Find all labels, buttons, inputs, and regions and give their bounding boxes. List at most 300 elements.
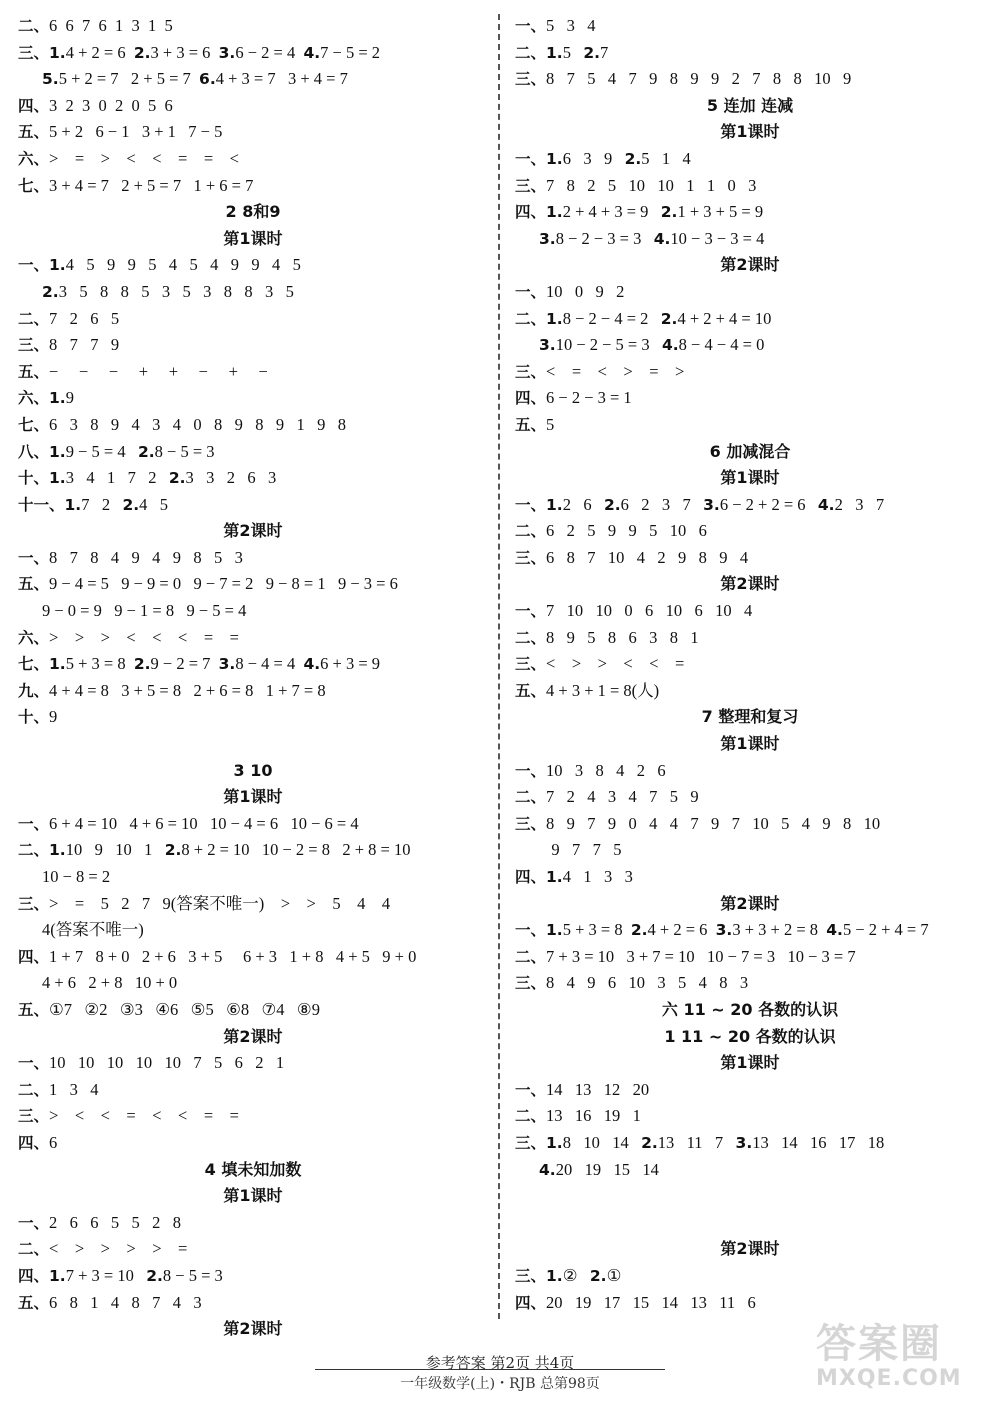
answer-text: 5 3 4 — [546, 16, 596, 35]
answer-line — [18, 1103, 488, 1130]
question-label: 一、 — [515, 149, 547, 168]
question-label: 二、 — [18, 1080, 50, 1099]
answer-text: − − − + + − + − — [49, 361, 268, 381]
answer-text: < > > > > = — [49, 1239, 188, 1259]
answer-line — [515, 146, 985, 173]
sub-question-number: 1. — [49, 469, 66, 488]
question-label: 一、 — [515, 921, 547, 940]
question-label: 二、 — [515, 628, 547, 647]
answer-text: 13 11 7 — [657, 1132, 736, 1152]
sub-question-number: 1. — [546, 921, 563, 940]
answer-text: 4 + 2 = 6 — [647, 920, 716, 940]
sub-question-number: 1. — [49, 841, 66, 860]
sub-question-number: 1. — [49, 442, 66, 461]
question-label: 三、 — [515, 548, 547, 567]
answer-text: 8 − 2 − 4 = 2 — [562, 308, 661, 328]
sub-question-number: 2. — [164, 841, 182, 860]
answer-text: 4 + 3 = 7 3 + 4 = 7 — [215, 69, 348, 89]
answer-line — [18, 598, 488, 625]
sub-question-number: 6. — [199, 70, 216, 89]
question-label: 二、 — [515, 522, 547, 541]
answer-text: 8 − 5 = 3 — [154, 441, 215, 461]
answer-line — [18, 891, 488, 918]
section-heading: 第1课时 — [720, 734, 780, 754]
question-label: 一、 — [18, 814, 50, 833]
answer-line — [18, 837, 488, 864]
question-label: 二、 — [515, 1107, 547, 1126]
question-label: 一、 — [18, 548, 50, 567]
sub-question-number: 3. — [539, 336, 556, 355]
question-label: 五、 — [18, 1000, 50, 1019]
answer-text: 4 + 4 = 8 3 + 5 = 8 2 + 6 = 8 1 + 7 = 8 — [49, 680, 326, 700]
answer-text: 6 — [49, 1132, 58, 1152]
sub-question-number: 3. — [735, 1133, 753, 1152]
sub-question-number: 1. — [546, 309, 563, 328]
answer-text: 6 + 4 = 10 4 + 6 = 10 10 − 4 = 6 10 − 6 = 4 — [49, 813, 359, 833]
question-label: 五、 — [18, 123, 50, 142]
answer-text: 10 − 8 = 2 — [42, 867, 111, 886]
section-heading: 3 10 — [233, 760, 273, 780]
answer-text: 1 + 7 8 + 0 2 + 6 3 + 5 6 + 3 1 + 8 4 + 5 9 + 0 — [49, 946, 417, 966]
page-footer-book: 一年级数学(上)・RJB 总第98页 — [400, 1376, 600, 1392]
answer-text: 3 5 8 8 5 3 5 3 8 8 3 5 — [58, 281, 294, 301]
question-label: 二、 — [515, 309, 547, 328]
question-label: 五、 — [515, 415, 547, 434]
question-label: 一、 — [515, 1080, 547, 1099]
column-divider — [498, 14, 500, 1319]
question-label: 五、 — [515, 681, 547, 700]
sub-question-number: 2. — [122, 495, 140, 514]
answer-text: 2 6 6 5 5 2 8 — [49, 1212, 182, 1232]
sub-question-number: 2. — [589, 1266, 607, 1285]
answer-line — [515, 226, 985, 253]
answer-text: < = < > = > — [546, 361, 685, 381]
answer-line — [18, 864, 488, 891]
question-label: 一、 — [515, 602, 547, 621]
question-label: 三、 — [515, 1266, 547, 1285]
sub-question-number: 2. — [624, 149, 642, 168]
question-label: 四、 — [515, 203, 547, 222]
answer-text: 7 10 10 0 6 10 6 10 4 — [546, 601, 753, 621]
answer-text: 6 − 2 − 3 = 1 — [546, 388, 632, 408]
answer-line — [18, 1290, 488, 1317]
sub-question-number: 5. — [42, 70, 59, 89]
answer-text: 3 3 2 6 3 — [185, 468, 277, 488]
answer-line — [18, 439, 488, 466]
question-label: 五、 — [18, 575, 50, 594]
answer-line — [18, 970, 488, 997]
question-label: 三、 — [515, 70, 547, 89]
answer-text: 8 7 7 9 — [49, 335, 120, 355]
answer-text: 8 9 5 8 6 3 8 1 — [546, 627, 699, 647]
answer-text: 4 5 9 9 5 4 5 4 9 9 4 5 — [65, 255, 301, 275]
answer-line — [515, 811, 985, 838]
answer-line — [515, 625, 985, 652]
question-label: 四、 — [515, 1293, 547, 1312]
answer-text: 5 − 2 + 4 = 7 — [842, 920, 929, 940]
question-label: 十、 — [18, 708, 50, 727]
answer-text: 6 − 2 + 2 = 6 — [719, 494, 818, 514]
answer-text: 4(答案不唯一) — [42, 920, 144, 940]
question-label: 五、 — [18, 362, 50, 381]
sub-question-number: 2. — [168, 469, 186, 488]
answer-line — [18, 465, 488, 492]
answer-line — [515, 1130, 985, 1157]
question-label: 五、 — [18, 1293, 50, 1312]
answer-line — [515, 837, 985, 864]
answer-line — [18, 811, 488, 838]
answer-line — [515, 279, 985, 306]
answer-text: 6 − 2 = 4 — [235, 42, 304, 62]
answer-line — [18, 252, 488, 279]
answer-text: 8 − 2 − 3 = 3 — [555, 228, 654, 248]
question-label: 二、 — [515, 788, 547, 807]
answer-text: 10 3 8 4 2 6 — [546, 760, 666, 780]
answer-text: 5 1 4 — [641, 148, 691, 168]
answer-text: 1 + 3 + 5 = 9 — [677, 202, 764, 222]
answer-line — [515, 1263, 985, 1290]
section-heading: 第2课时 — [720, 1239, 780, 1259]
answer-text: 14 13 12 20 — [546, 1079, 650, 1099]
sub-question-number: 4. — [817, 495, 835, 514]
answer-line — [515, 651, 985, 678]
answer-text: 7 − 5 = 2 — [320, 42, 381, 62]
question-label: 四、 — [515, 868, 547, 886]
question-label: 七、 — [18, 415, 50, 434]
answer-text: < > > < < = — [546, 654, 685, 674]
question-label: 八、 — [18, 442, 50, 461]
answer-text: 9 — [49, 707, 58, 727]
sub-question-number: 2. — [146, 1266, 163, 1285]
sub-question-number: 1. — [546, 868, 563, 886]
question-label: 三、 — [515, 814, 547, 833]
answer-line — [18, 997, 488, 1024]
question-label: 三、 — [18, 336, 50, 355]
sub-question-number: 2. — [133, 43, 151, 62]
watermark-bottom-text: MXQE.COM — [816, 1366, 962, 1391]
question-label: 三、 — [515, 1133, 547, 1152]
answer-text: 7 + 3 = 10 — [65, 1265, 147, 1285]
section-heading: 第1课时 — [720, 122, 780, 142]
section-heading: 第1课时 — [223, 228, 283, 248]
answer-line — [18, 1210, 488, 1237]
section-heading: 第2课时 — [720, 255, 780, 275]
section-heading: 第1课时 — [223, 1186, 283, 1206]
answer-text: 8 − 5 = 3 — [162, 1265, 223, 1285]
sub-question-number: 4. — [661, 336, 679, 355]
answer-text: 4 + 3 + 1 = 8(人) — [546, 680, 660, 700]
answer-text: 8 7 8 4 9 4 9 8 5 3 — [49, 547, 243, 567]
answer-text: 8 7 5 4 7 9 8 9 9 2 7 8 8 10 9 — [546, 69, 852, 89]
question-label: 一、 — [515, 282, 547, 301]
sub-question-number: 2. — [133, 655, 151, 674]
answer-text: ② — [562, 1265, 590, 1285]
answer-line — [515, 199, 985, 226]
answer-line — [515, 970, 985, 997]
answer-text: 4 + 2 + 4 = 10 — [677, 308, 772, 328]
answer-line — [515, 492, 985, 519]
answer-text: 9 − 5 = 4 — [65, 441, 138, 461]
answer-line — [18, 1077, 488, 1104]
page-footer-info: 参考答案 第2页 共4页 — [425, 1354, 575, 1372]
answer-line — [515, 1290, 985, 1317]
question-label: 二、 — [18, 309, 50, 328]
question-label: 四、 — [18, 1266, 50, 1285]
section-heading: 5 连加 连减 — [706, 95, 794, 115]
question-label: 四、 — [515, 389, 547, 408]
answer-text: ① — [606, 1265, 622, 1285]
sub-question-number: 2. — [42, 282, 59, 301]
question-label: 三、 — [515, 176, 547, 195]
question-label: 九、 — [18, 681, 50, 700]
sub-question-number: 1. — [546, 203, 563, 222]
answer-text: 5 + 2 = 7 2 + 5 = 7 — [58, 69, 200, 89]
question-label: 三、 — [18, 1107, 50, 1126]
sub-question-number: 1. — [546, 1266, 563, 1285]
answer-text: 5 + 3 = 8 — [65, 654, 134, 674]
answer-text: 9 − 2 = 7 — [150, 654, 219, 674]
answer-text: 2 + 4 + 3 = 9 — [562, 202, 661, 222]
answer-line — [18, 13, 488, 40]
answer-line — [515, 306, 985, 333]
question-label: 二、 — [515, 43, 547, 62]
sub-question-number: 3. — [218, 655, 236, 674]
question-label: 七、 — [18, 176, 50, 195]
sub-question-number: 1. — [49, 389, 66, 408]
answer-line — [515, 784, 985, 811]
watermark-logo — [816, 1322, 986, 1402]
section-heading: 第1课时 — [223, 787, 283, 807]
answer-text: 8 4 9 6 10 3 5 4 8 3 — [546, 973, 749, 993]
answer-text: 7 2 6 5 — [49, 308, 120, 328]
answer-text: 10 9 10 1 — [65, 840, 165, 860]
question-label: 一、 — [18, 1213, 50, 1232]
answer-line — [18, 545, 488, 572]
answer-line — [515, 173, 985, 200]
answer-line — [515, 40, 985, 67]
answer-text: 10 10 10 10 10 7 5 6 2 1 — [49, 1053, 285, 1073]
answer-text: ①7 ②2 ③3 ④6 ⑤5 ⑥8 ⑦4 ⑧9 — [49, 999, 320, 1019]
sub-question-number: 2. — [603, 495, 621, 514]
question-label: 四、 — [18, 1133, 50, 1152]
answer-line — [515, 545, 985, 572]
question-label: 三、 — [515, 655, 547, 674]
answer-text: 20 19 15 14 — [555, 1159, 659, 1179]
sub-question-number: 4. — [653, 229, 671, 248]
sub-question-number: 1. — [546, 43, 563, 62]
answer-text: 9 — [65, 388, 74, 408]
question-label: 二、 — [515, 947, 547, 966]
answer-text: 5 + 2 6 − 1 3 + 1 7 − 5 — [49, 122, 223, 142]
answer-line — [18, 279, 488, 306]
answer-line — [18, 651, 488, 678]
answer-line — [18, 66, 488, 93]
section-heading: 第2课时 — [223, 521, 283, 541]
sub-question-number: 2. — [660, 309, 678, 328]
sub-question-number: 1. — [49, 1266, 66, 1285]
answer-text: 8 + 2 = 10 10 − 2 = 8 2 + 8 = 10 — [181, 840, 411, 860]
answer-text: 8 10 14 — [562, 1132, 642, 1152]
answer-text: 6 + 3 = 9 — [320, 654, 381, 674]
answer-text: 7 2 — [81, 494, 123, 514]
answer-line — [18, 412, 488, 439]
section-heading: 第2课时 — [720, 893, 780, 913]
section-heading: 第2课时 — [223, 1026, 283, 1046]
answer-line — [18, 1236, 488, 1263]
answer-line — [515, 1157, 985, 1184]
answer-line — [515, 359, 985, 386]
answer-line — [18, 385, 488, 412]
question-label: 十一、 — [18, 495, 65, 514]
question-label: 三、 — [515, 974, 547, 993]
answer-text: 6 3 8 9 4 3 4 0 8 9 8 9 1 9 8 — [49, 414, 347, 434]
answer-line — [18, 1050, 488, 1077]
answer-line — [515, 518, 985, 545]
question-label: 一、 — [18, 256, 50, 275]
sub-question-number: 1. — [546, 149, 563, 168]
answer-line — [18, 944, 488, 971]
answer-line — [18, 625, 488, 652]
answer-text: 4 5 — [139, 494, 169, 514]
sub-question-number: 1. — [546, 495, 563, 514]
question-label: 二、 — [18, 17, 50, 35]
sub-question-number: 3. — [539, 229, 556, 248]
answer-line — [18, 678, 488, 705]
answer-text: 3 + 4 = 7 2 + 5 = 7 1 + 6 = 7 — [49, 175, 254, 195]
answer-text: 6 2 5 9 9 5 10 6 — [546, 521, 707, 541]
answer-line — [515, 412, 985, 439]
answer-line — [18, 40, 488, 67]
answer-text: 7 — [600, 42, 609, 62]
answer-line — [18, 492, 488, 519]
answer-line — [18, 359, 488, 386]
answer-line — [18, 93, 488, 120]
sub-question-number: 1. — [64, 495, 82, 514]
answer-text: 2 6 — [562, 494, 604, 514]
answer-text: 9 7 7 5 — [539, 840, 622, 860]
question-label: 二、 — [18, 841, 50, 860]
question-label: 一、 — [18, 1054, 50, 1073]
answer-line — [515, 1103, 985, 1130]
answer-text: 8 − 4 = 4 — [235, 654, 304, 674]
section-heading: 第1课时 — [720, 1053, 780, 1073]
answer-line — [515, 598, 985, 625]
sub-question-number: 1. — [49, 655, 66, 674]
answer-line — [18, 146, 488, 173]
answer-text: 10 − 2 − 5 = 3 — [555, 335, 662, 355]
answer-text: 2 3 7 — [834, 494, 885, 514]
answer-text: 6 2 3 7 — [620, 494, 704, 514]
section-heading: 2 8和9 — [225, 202, 281, 222]
question-label: 二、 — [18, 1240, 50, 1259]
sub-question-number: 3. — [218, 43, 236, 62]
sub-question-number: 4. — [303, 43, 321, 62]
question-label: 六、 — [18, 389, 50, 408]
sub-question-number: 1. — [49, 43, 66, 62]
answer-line — [18, 917, 488, 944]
answer-text: 8 − 4 − 4 = 0 — [678, 335, 765, 355]
answer-text: 3 + 3 = 6 — [150, 42, 219, 62]
answer-text: > = 5 2 7 9(答案不唯一) > > 5 4 4 — [49, 893, 391, 913]
answer-line — [18, 1130, 488, 1157]
sub-question-number: 4. — [826, 921, 843, 940]
answer-line — [515, 678, 985, 705]
sub-question-number: 2. — [660, 203, 678, 222]
answer-text: 9 − 0 = 9 9 − 1 = 8 9 − 5 = 4 — [42, 601, 247, 621]
answer-text: 6 8 7 10 4 2 9 8 9 4 — [546, 547, 749, 567]
answer-text: > = > < < = = < — [49, 148, 239, 168]
footer-rule — [315, 1369, 665, 1370]
question-label: 六、 — [18, 628, 50, 647]
answer-text: 8 9 7 9 0 4 4 7 9 7 10 5 4 9 8 10 — [546, 813, 881, 833]
spacer — [515, 1183, 985, 1236]
answer-text: 7 2 4 3 4 7 5 9 — [546, 787, 699, 807]
answer-line — [515, 66, 985, 93]
answer-text: 7 + 3 = 10 3 + 7 = 10 10 − 7 = 3 10 − 3 = 7 — [546, 946, 856, 966]
section-heading: 六 11 ~ 20 各数的认识 — [661, 999, 839, 1019]
answer-line — [515, 864, 985, 891]
answer-line — [18, 332, 488, 359]
question-label: 六、 — [18, 149, 50, 168]
answer-text: 3 2 3 0 2 0 5 6 — [49, 95, 173, 115]
question-label: 三、 — [18, 43, 50, 62]
question-label: 一、 — [515, 495, 547, 514]
question-label: 十、 — [18, 469, 50, 488]
section-heading: 6 加减混合 — [709, 441, 791, 461]
answer-text: 9 − 4 = 5 9 − 9 = 0 9 − 7 = 2 9 − 8 = 1 9 − 3 = 6 — [49, 574, 398, 594]
sub-question-number: 2. — [137, 442, 155, 461]
answer-text: 13 16 19 1 — [546, 1106, 641, 1126]
answer-text: 6 8 1 4 8 7 4 3 — [49, 1292, 202, 1312]
answer-line — [515, 917, 985, 944]
answer-text: 3 + 3 + 2 = 8 — [732, 920, 827, 940]
section-heading: 7 整理和复习 — [701, 707, 799, 727]
left-column — [18, 13, 488, 1343]
sub-question-number: 1. — [49, 256, 66, 275]
question-label: 一、 — [515, 17, 547, 35]
watermark-top-text: 答案圈 — [816, 1321, 942, 1367]
answer-line — [515, 332, 985, 359]
answer-text: 4 + 6 2 + 8 10 + 0 — [42, 973, 178, 993]
answer-text: 7 8 2 5 10 10 1 1 0 3 — [546, 175, 757, 195]
answer-line — [18, 306, 488, 333]
answer-text: 3 4 1 7 2 — [65, 468, 169, 488]
section-heading: 1 11 ~ 20 各数的认识 — [664, 1026, 836, 1046]
sub-question-number: 2. — [583, 43, 601, 62]
answer-line — [18, 119, 488, 146]
answer-line — [515, 385, 985, 412]
answer-text: 6 6 7 6 1 3 1 5 — [49, 16, 173, 35]
section-heading: 第1课时 — [720, 468, 780, 488]
answer-text: 5 — [562, 42, 584, 62]
answer-text: 10 − 3 − 3 = 4 — [670, 228, 765, 248]
sub-question-number: 4. — [303, 655, 321, 674]
question-label: 一、 — [515, 761, 547, 780]
answer-text: 20 19 17 15 14 13 11 6 — [546, 1292, 756, 1312]
sub-question-number: 2. — [630, 921, 648, 940]
spacer — [18, 731, 488, 758]
question-label: 七、 — [18, 655, 50, 674]
answer-line — [18, 173, 488, 200]
answer-text: > > > < < < = = — [49, 627, 239, 647]
sub-question-number: 2. — [641, 1133, 658, 1152]
section-heading: 第2课时 — [223, 1319, 283, 1339]
question-label: 四、 — [18, 96, 50, 115]
answer-line — [18, 704, 488, 731]
answer-text: 1 3 4 — [49, 1079, 99, 1099]
section-heading: 第2课时 — [720, 574, 780, 594]
question-label: 三、 — [515, 362, 547, 381]
